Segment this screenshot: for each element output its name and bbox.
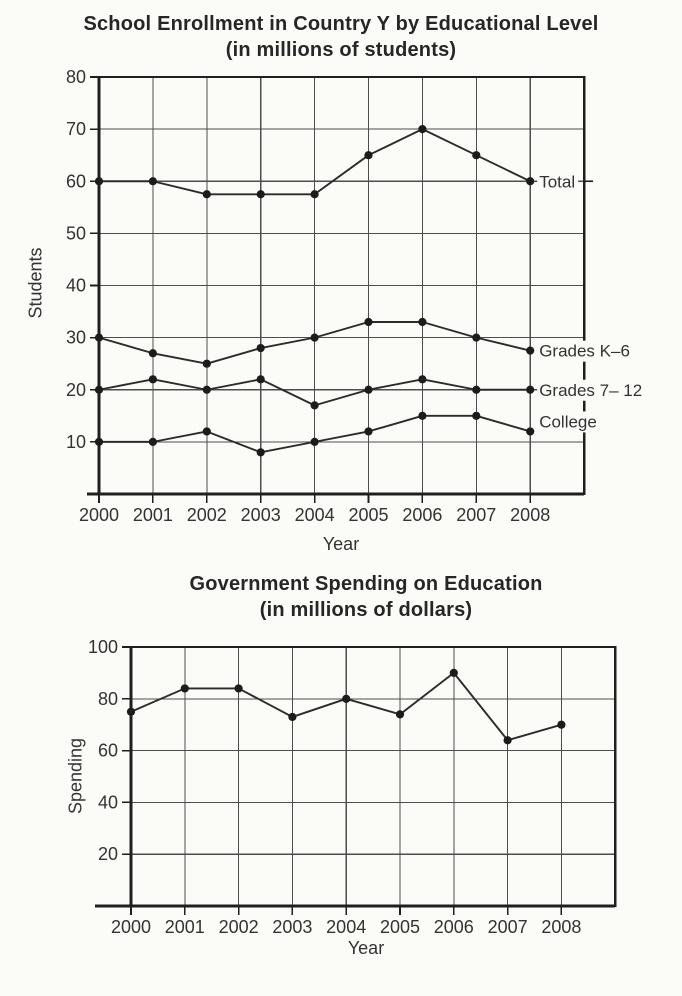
x-tick-label: 2002 <box>218 917 259 937</box>
data-point-total <box>257 190 265 198</box>
x-tick-label: 2008 <box>541 917 582 937</box>
data-point-spending <box>342 695 350 703</box>
data-point-spending <box>127 708 135 716</box>
x-tick-label: 2002 <box>186 505 227 525</box>
data-point-grades-k-6 <box>149 349 157 357</box>
data-point-spending <box>396 710 404 718</box>
x-tick-label: 2003 <box>240 505 281 525</box>
x-tick-label: 2003 <box>272 917 313 937</box>
x-tick-label: 2001 <box>164 917 205 937</box>
data-point-grades-7-12 <box>257 375 265 383</box>
data-point-spending <box>557 721 565 729</box>
x-tick-label: 2000 <box>110 917 152 937</box>
y-tick-label: 100 <box>87 637 118 657</box>
x-tick-label: 2004 <box>326 917 367 937</box>
data-point-spending <box>450 669 458 677</box>
x-tick-label: 2001 <box>132 505 173 525</box>
enrollment-chart-title: School Enrollment in Country Y by Educational Level <box>83 13 599 35</box>
x-tick-label: 2006 <box>402 505 443 525</box>
x-tick-label: 2007 <box>487 917 528 937</box>
data-point-grades-k-6 <box>364 318 372 326</box>
data-point-total <box>149 177 157 185</box>
data-point-grades-7-12 <box>203 386 211 394</box>
data-point-total <box>364 151 372 159</box>
enrollment-chart-subtitle: (in millions of students) <box>225 39 457 61</box>
data-point-grades-7-12 <box>472 386 480 394</box>
y-tick-label: 60 <box>97 740 118 761</box>
data-point-grades-7-12 <box>418 375 426 383</box>
spending-y-axis-title: Spending <box>65 737 86 815</box>
data-point-college <box>95 438 103 446</box>
data-point-college <box>364 427 372 435</box>
data-point-college <box>257 448 265 456</box>
x-tick-label: 2005 <box>379 917 421 937</box>
data-point-grades-k-6 <box>526 347 534 355</box>
data-point-total <box>418 125 426 133</box>
data-point-grades-k-6 <box>418 318 426 326</box>
data-point-grades-7-12 <box>526 386 534 394</box>
data-point-grades-k-6 <box>311 334 319 342</box>
data-point-grades-7-12 <box>364 386 372 394</box>
y-tick-label: 80 <box>97 688 118 709</box>
data-point-grades-k-6 <box>257 344 265 352</box>
y-tick-label: 60 <box>65 171 86 192</box>
data-point-college <box>418 412 426 420</box>
spending-line-chart <box>88 637 615 937</box>
series-label-grades-7-12: Grades 7– 12 <box>539 380 643 400</box>
series-label-total: Total <box>539 172 576 192</box>
data-point-college <box>149 438 157 446</box>
data-point-college <box>526 427 534 435</box>
y-tick-label: 50 <box>65 223 86 244</box>
enrollment-y-axis-title: Students <box>25 247 46 319</box>
data-point-grades-7-12 <box>149 375 157 383</box>
data-point-grades-k-6 <box>95 334 103 342</box>
data-point-grades-k-6 <box>472 334 480 342</box>
data-point-college <box>311 438 319 446</box>
spending-chart-title: Government Spending on Education <box>189 573 543 595</box>
data-point-spending <box>235 684 243 692</box>
x-tick-label: 2004 <box>294 505 335 525</box>
spending-x-axis-title: Year <box>347 938 385 958</box>
y-tick-label: 40 <box>97 792 118 813</box>
x-tick-label: 2006 <box>433 917 474 937</box>
series-label-college: College <box>539 412 597 432</box>
y-tick-label: 70 <box>65 119 86 140</box>
x-tick-label: 2007 <box>456 505 497 525</box>
y-tick-label: 10 <box>65 431 86 452</box>
x-tick-label: 2000 <box>78 505 120 525</box>
x-tick-label: 2005 <box>348 505 389 525</box>
data-point-total <box>526 177 534 185</box>
spending-chart-subtitle: (in millions of dollars) <box>259 599 473 621</box>
plot-border <box>131 647 615 906</box>
enrollment-x-axis-title: Year <box>322 534 360 554</box>
data-point-total <box>95 177 103 185</box>
y-tick-label: 80 <box>65 67 86 87</box>
data-point-grades-7-12 <box>95 386 103 394</box>
data-point-spending <box>288 713 296 721</box>
data-point-college <box>203 427 211 435</box>
series-label-grades-k-6: Grades K–6 <box>539 341 630 361</box>
y-tick-label: 40 <box>65 275 86 296</box>
y-tick-label: 20 <box>97 844 118 865</box>
data-point-spending <box>181 684 189 692</box>
data-point-total <box>311 190 319 198</box>
data-point-college <box>472 412 480 420</box>
y-tick-label: 20 <box>65 379 86 400</box>
x-tick-label: 2008 <box>510 505 551 525</box>
enrollment-line-chart <box>66 67 645 525</box>
data-point-total <box>203 190 211 198</box>
y-tick-label: 30 <box>65 327 86 348</box>
data-point-total <box>472 151 480 159</box>
data-point-grades-7-12 <box>311 401 319 409</box>
data-point-spending <box>504 736 512 744</box>
data-point-grades-k-6 <box>203 360 211 368</box>
